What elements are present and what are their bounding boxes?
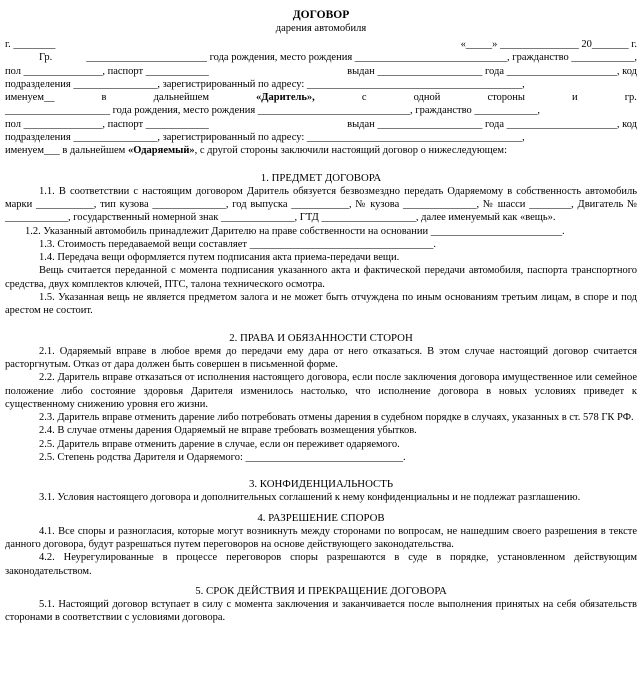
date-field: «_____» _______________ 20_______ г.: [460, 39, 637, 50]
donor-line-2: пол _______________, паспорт ____________ выдан ____________________ года _____________________, код: [5, 65, 637, 77]
clause-1-5: 1.5. Указанная вещь не является предметом залога и не может быть отчуждена по иным основаниям третьим лицам, в споре и под арестом не состоит.: [5, 292, 637, 317]
clause-4-2: 4.2. Неурегулированные в процессе переговоров споры разрешаются в суде в порядке, установленном действующим законодательством.: [5, 552, 637, 577]
city-field: г. ________: [5, 39, 56, 50]
clause-3-1: 3.1. Условия настоящего договора и дополнительных соглашений к нему конфиденциальны и не подлежат разглашению.: [39, 492, 581, 504]
clause-2-4: 2.4. В случае отмены дарения Одаряемый не вправе требовать возмещения убытков.: [39, 425, 417, 437]
donor-line-3: подразделения ________________, зарегистрированный по адресу: _________________________________________,: [5, 78, 525, 90]
clause-1-4-note: Вещь считается переданной с момента подписания указанного акта и фактической передачи автомобиля, паспорта транспортного средства, двух комплектов ключей, ПТС, талона технического осмотра.: [5, 265, 637, 290]
clause-2-2: 2.2. Даритель вправе отказаться от исполнения настоящего договора, если после заключения договора имущественное или семейное положение либо состояние здоровья Дарителя изменилось настолько, что исполнение договора в новых условиях приведет к существенному снижению уровня его жизни.: [5, 372, 637, 410]
clause-5-1: 5.1. Настоящий договор вступает в силу с момента заключения и заканчивается после выполнения принятых на себя обязательств сторонами в соответствии с условиями договора.: [5, 598, 637, 624]
clause-1-4: 1.4. Передача вещи оформляется путем подписания акта приема-передачи вещи.: [39, 252, 400, 264]
clause-2-5-b: 2.5. Степень родства Дарителя и Одаряемого: ______________________________.: [39, 452, 406, 464]
parties-closing: именуем___ в дальнейшем «Одаряемый», с другой стороны заключили настоящий договор о нижеследующем:: [5, 145, 507, 157]
clause-2-5: 2.5. Даритель вправе отменить дарение в случае, если он переживет одаряемого.: [39, 438, 400, 450]
clause-2-3: 2.3. Даритель вправе отменить дарение либо потребовать отмены дарения в судебном порядке в случаях, указанных в ст. 578 ГК РФ.: [39, 412, 634, 424]
section-heading-5: 5. СРОК ДЕЙСТВИЯ И ПРЕКРАЩЕНИЕ ДОГОВОРА: [195, 584, 447, 597]
donor-line-4: именуем__ в дальнейшем «Даритель», с одной стороны и гр.: [5, 92, 637, 104]
section-heading-1: 1. ПРЕДМЕТ ДОГОВОРА: [260, 171, 382, 184]
donee-term: «Одаряемый»: [127, 145, 195, 157]
section-heading-3: 3. КОНФИДЕНЦИАЛЬНОСТЬ: [248, 478, 394, 491]
section-heading-2: 2. ПРАВА И ОБЯЗАННОСТИ СТОРОН: [229, 331, 413, 344]
document-subtitle: дарения автомобиля: [275, 23, 367, 34]
document-title: ДОГОВОР: [292, 9, 350, 21]
clause-1-1: 1.1. В соответствии с настоящим договором Даритель обязуется безвозмездно передать Одаряемому в собственность автомобиль марки ___________, тип кузова ______________, год выпуска ___________, № кузова ______________, № шасси ________, Двигатель № ____________, государственный номерной знак ______________, ГТД __________________, далее именуемый как «вещь».: [5, 185, 637, 224]
donee-line-2: пол _______________, паспорт ____________ выдан ____________________ года _____________________, код: [5, 118, 637, 130]
parties-block: [5, 38, 637, 158]
clause-4-1: 4.1. Все споры и разногласия, которые могут возникнуть между сторонами по вопросам, не нашедшим своего разрешения в тексте данного договора, будут разрешаться путем переговоров на основе действующего законодательства.: [5, 525, 637, 550]
clause-1-3: 1.3. Стоимость передаваемой вещи составляет ___________________________________.: [39, 238, 436, 250]
donee-line-1: ____________________ года рождения, место рождения _____________________________, гражданство ____________,: [5, 105, 541, 117]
donee-line-3: подразделения ________________, зарегистрированный по адресу: _________________________________________,: [5, 132, 525, 144]
donor-line-1: Гр. _______________________ года рождения, место рождения _____________________________, гражданство ____________,: [39, 52, 637, 64]
donor-term: «Даритель»,: [256, 92, 315, 104]
city-date-line: [5, 38, 637, 51]
clause-2-1: 2.1. Одаряемый вправе в любое время до передачи ему дара от него отказаться. В этом случае настоящий договор считается расторгнутым. Отказ от дара должен быть совершен в письменной форме.: [5, 345, 637, 370]
section-heading-4: 4. РАЗРЕШЕНИЕ СПОРОВ: [257, 511, 385, 524]
clause-1-2: 1.2. Указанный автомобиль принадлежит Дарителю на праве собственности на основании _________________________.: [25, 225, 565, 237]
